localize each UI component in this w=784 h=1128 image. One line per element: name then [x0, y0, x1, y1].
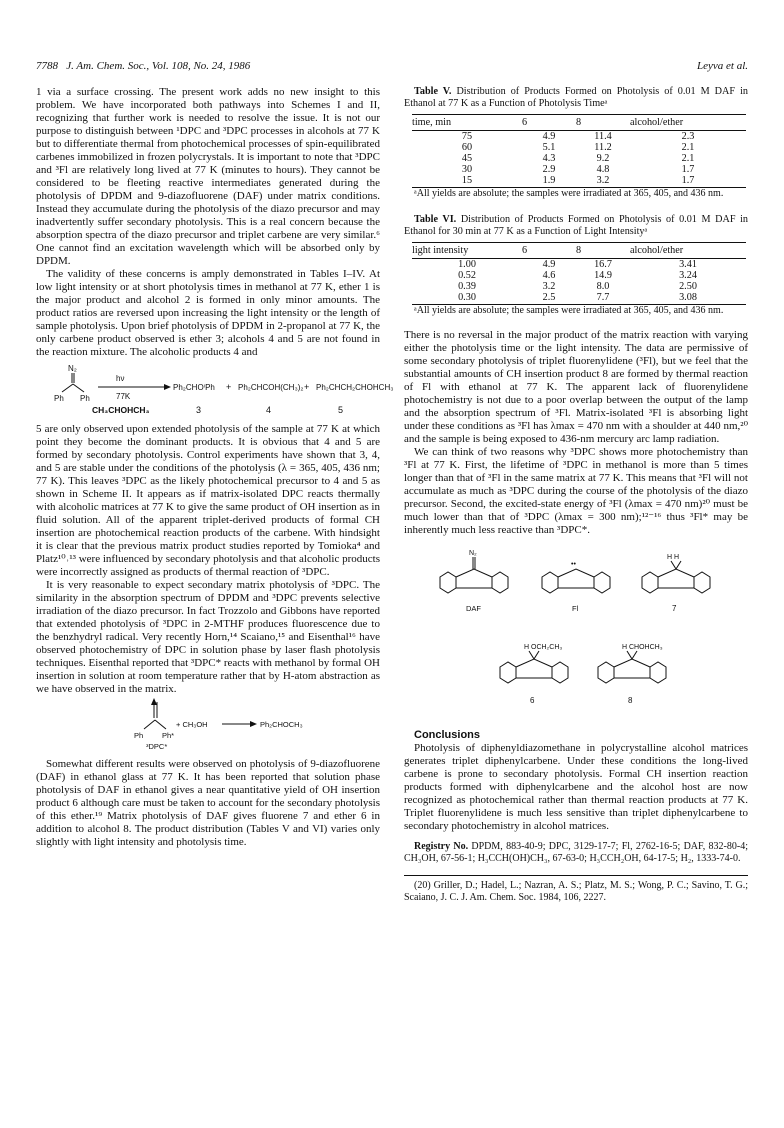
table-cell: 2.5: [522, 292, 576, 305]
compound-label-3: 3: [196, 405, 202, 415]
footnote-divider: [404, 875, 748, 876]
table-cell: 0.39: [458, 281, 476, 292]
running-header-authors: Leyva et al.: [696, 60, 748, 72]
plus-sign: +: [226, 382, 232, 392]
h-substituents: H H: [667, 554, 680, 561]
table-row: [412, 259, 746, 271]
table-cell: 60: [461, 142, 473, 153]
hv-label: hν: [116, 374, 125, 383]
table-cell: 11.2: [594, 142, 612, 153]
column-header: 6: [522, 243, 576, 259]
table-caption: [404, 86, 748, 110]
column-header: light intensity: [412, 243, 522, 259]
product-5: Ph₂CHCH₂CHOHCH₃: [316, 383, 394, 392]
table-cell: 1.7: [681, 164, 695, 175]
registry-label: Registry No.: [414, 841, 469, 852]
table-row: [412, 175, 746, 188]
product-3: Ph₂CHOⁱPh: [173, 383, 215, 392]
column-header: 6: [522, 115, 576, 131]
column-header: 8: [576, 243, 630, 259]
table-cell: 2.3: [681, 131, 695, 142]
ph-label: Ph: [134, 731, 144, 740]
table-v: [404, 86, 748, 200]
carbene-dots: ••: [571, 561, 576, 568]
ph-label: Ph: [80, 394, 90, 403]
right-column: [404, 86, 748, 904]
table-row: [412, 142, 746, 153]
table-cell: 1.9: [522, 175, 576, 188]
ph-label: Ph: [54, 394, 64, 403]
reaction-scheme-dpdm: [36, 359, 394, 419]
reference-20: (20) Griller, D.; Hadel, L.; Nazran, A. S.; Platz, M. S.; Wong, P. C.; Savino, T. G.; Scaiano, J. C. J. Am. Chem. Soc. 1984, 106, 2227.: [404, 880, 748, 903]
table-cell: 8.0: [596, 281, 610, 292]
table-cell: 3.2: [542, 281, 556, 292]
table-cell: 3.41: [679, 259, 697, 270]
table-row: [412, 270, 746, 281]
column-header: 8: [576, 115, 630, 131]
table-row: [412, 281, 746, 292]
table-cell: 4.9: [542, 259, 556, 270]
compound-label-4: 4: [266, 405, 272, 415]
compound-label-7: 7: [672, 604, 677, 613]
n2-label: N₂: [469, 550, 477, 557]
table-cell: 5.1: [542, 142, 556, 153]
product-4: Ph₂CHCOH(CH₃)₂: [238, 383, 304, 392]
excited-dpc-label: ³DPC*: [146, 742, 168, 751]
table-cell: 4.9: [542, 131, 556, 142]
table-cell: 9.2: [596, 153, 610, 164]
table-cell: 3.08: [630, 292, 746, 305]
table-cell: 0.30: [412, 292, 522, 305]
table-cell: 14.9: [594, 270, 612, 281]
table-cell: 75: [461, 131, 473, 142]
table-vi: [404, 214, 748, 317]
table-cell: 3.24: [679, 270, 697, 281]
ph-label: Ph*: [162, 731, 175, 740]
table-row: [412, 164, 746, 175]
table-footnote: ᵃAll yields are absolute; the samples were irradiated at 365, 405, and 436 nm.: [414, 305, 724, 316]
table-cell: 2.9: [542, 164, 556, 175]
registry-text: DPDM, 883-40-9; DPC, 3129-17-7; Fl, 2762-16-5; DAF, 832-80-4; CH₃OH, 67-56-1; H₃CCH(OH)CH₃, 67-63-0; H₃CCH₂OH, 64-17-5; H₂, 1333-74-0.: [404, 841, 748, 864]
ether-6-structure: [500, 644, 568, 683]
table-cell: 4.8: [596, 164, 610, 175]
ethoxy-substituent: H OCH₂CH₃: [524, 644, 563, 651]
compound-label-8: 8: [628, 696, 633, 705]
table-cell: 16.7: [594, 259, 612, 270]
fluorenylidene-structure: [542, 561, 610, 593]
table-cell: 15: [412, 175, 522, 188]
table-cell: 11.4: [594, 131, 612, 142]
conclusions-paragraph: Photolysis of diphenyldiazomethane in polycrystalline alcohol matrices generates triplet diphenylcarbene. Under these conditions the long-lived carbene is prone to secondary photolysis. Formal CH insertion reaction products formed with diphenylcarbene and the alcohol host are now recognized as photochemical rather than thermal reaction products at 77 K. Triplet fluorenylidene is much less sensitive than triplet diphenylcarbene to secondary photochemistry in alcohol matrices.: [404, 742, 748, 832]
paragraph: 1 via a surface crossing. The present work adds no new insight to this problem. We have incorporated both pathways into Schemes I and II, recognizing that further work is needed to resolve the issue. It is not our purpose to distinguish between ¹DPC and ³DPC processes in alcohols at 77 K but to differentiate thermal from photochemical processes of spin-equilibrated carbenes immobilized in frozen polycrystals. It is important to note that ³DPC and ³Fl are relatively long lived at 77 K (minutes to hours). They cannot be considered to be fleeting reactive intermediates generated during the photolysis of DPDM and 9-diazofluorene (DAF) under matrix conditions. Instead they accumulate during the photolysis of the diazo precursor and may inadvertently suffer secondary photolysis. This is a real concern because the absorption spectra of the diazo precursor and triplet carbene are very similar.⁶ One cannot find an excitation wavelength which will be absorbed only by DPDM.: [36, 86, 380, 267]
table-cell: 4.6: [542, 270, 556, 281]
left-column: [36, 86, 394, 849]
paragraph: Somewhat different results were observed on photolysis of 9-diazofluorene (DAF) in ethanol glass at 77 K. It has been reported that solution phase photolysis of DAF in ethanol gives a near quantitative yield of OH insertion product 6 although care must be taken to account for the secondary photolysis of this ether.¹⁹ Matrix photolysis of DAF gives fluorene 7 and ether 6 in addition to alcohol 8. The product distribution (Tables V and VI) varies only slightly with light intensity and photolysis time.: [36, 758, 380, 848]
data-table: [412, 114, 746, 188]
alcohol-8-structure: [598, 644, 666, 683]
table-caption-text: Distribution of Products Formed on Photolysis of 0.01 M DAF in Ethanol at 77 K as a Function of Photolysis Timeᵃ: [404, 86, 749, 109]
table-cell: 0.52: [458, 270, 476, 281]
table-cell: 2.1: [681, 142, 695, 153]
table-label: Table VI.: [414, 214, 457, 225]
table-cell: 3.2: [576, 175, 630, 188]
fl-label: Fl: [572, 604, 579, 613]
table-caption: [404, 214, 748, 238]
methyl-ether-product: Ph₂CHOCH₃: [260, 720, 303, 729]
paragraph: There is no reversal in the major product of the matrix reaction with varying either the photolysis time or the light intensity. The data are permissive of some secondary photolysis of triplet fluorenylidene (³Fl), but we feel that the substantial amounts of CH insertion product 8 are formed by thermal reaction of Fl with ethanol at 77 K. The apparent lack of fluorenylidene photochemistry is not due to a poor overlap between the output of the lamp and the absorption spectrum of ³Fl. Matrix-isolated ³Fl is absorbing light under these conditions as ³Fl has λmax = 470 nm with a shoulder at 440 nm,²⁰ and the sample is being exposed to 436-nm mercury arc lamp radiation.: [404, 329, 748, 445]
fluorene-structures-figure: [404, 537, 748, 725]
compound-label-5: 5: [338, 405, 344, 415]
reaction-scheme-dpc-methanol: [36, 696, 380, 754]
table-cell: 45: [461, 153, 473, 164]
paragraph: 5 are only observed upon extended photolysis of the sample at 77 K at which point they become the dominant products. It is obvious that 4 and 5 are formed by secondary photolysis. Control experiments have shown that 3, 4, and 5 are stable under the conditions of the photolysis (λ = 365, 405, 436 nm; 77 K). This leaves ³DPC as the likely photochemical precursor to 4 and 5 as shown in Scheme II. It appears as if matrix-isolated DPC reacts thermally with alcoholic matrices at 77 K to give the same product of OH insertion as in fluid solution. All of the apparent triplet-derived products of formal CH insertion are photochemical reaction products of the carbene. With hindsight it is clear that the previous matrix product studies reported by Tomioka⁴ and Platz¹⁰˒¹³ were influenced by secondary photolysis and that alcoholic products were incorrectly assigned as products of thermal reaction of ³DPC.: [36, 423, 380, 578]
table-caption-text: Distribution of Products Formed on Photolysis of 0.01 M DAF in Ethanol for 30 min at 77 K as a Function of Light Intensityᵃ: [404, 214, 748, 237]
running-header-left: [36, 60, 250, 72]
fluorene-7-structure: [642, 554, 710, 593]
compound-label-6: 6: [530, 696, 535, 705]
table-row: [412, 153, 746, 164]
table-cell: 1.7: [630, 175, 746, 188]
daf-structure: [440, 550, 508, 593]
column-header: time, min: [412, 115, 522, 131]
methanol-reagent: + CH₃OH: [176, 720, 208, 729]
table-cell: 2.50: [679, 281, 697, 292]
journal-citation: J. Am. Chem. Soc., Vol. 108, No. 24, 1986: [66, 60, 251, 72]
table-label: Table V.: [414, 86, 452, 97]
section-heading-conclusions: Conclusions: [414, 729, 481, 741]
table-footnote: ᵃAll yields are absolute; the samples were irradiated at 365, 405, and 436 nm.: [414, 188, 724, 199]
paragraph: It is very reasonable to expect secondary matrix photolysis of ³DPC. The similarity in the absorption spectrum of DPDM and ³DPC prevents selective irradiation of the diazo precursor. In fact Trozzolo and Gibbons have reported that extended photolysis of ³DPC in 2-MTHF produces fluorescence due to the benzhydryl radical. Very recently Horn,¹⁴ Scaiano,¹⁵ and Eisenthal¹⁶ have observed photochemistry of DPC in solution phase by laser flash photolysis techniques. Eisenthal reported that ³DPC* reacts with methanol by formal OH insertion in solution at room temperature rather that by H-atom abstraction as we have observed in the matrix.: [36, 579, 380, 695]
plus-sign: +: [304, 382, 310, 392]
paragraph: The validity of these concerns is amply demonstrated in Tables I–IV. At low light intensity or at short photolysis times in methanol at 77 K, ether 1 is the major product and alcohol 2 is formed in only minor amounts. The product ratios are reversed upon increasing the light intensity or the length of sample photolysis. Upon brief photolysis of DPDM in 2-propanol at 77 K, the only carbene product observed is ether 3; alcohols 4 and 5 are not found in the reaction mixture. The alcoholic products 4 and: [36, 268, 380, 358]
table-cell: 1.00: [458, 259, 476, 270]
hydroxyethyl-substituent: H CHOHCH₃: [622, 644, 663, 651]
table-row: [412, 292, 746, 305]
column-header: alcohol/ether: [630, 115, 746, 131]
table-cell: 30: [461, 164, 473, 175]
n2-label: N₂: [68, 364, 77, 373]
table-row: [412, 131, 746, 143]
table-cell: 7.7: [576, 292, 630, 305]
page-number: 7788: [36, 60, 58, 72]
daf-label: DAF: [466, 604, 481, 613]
temperature-label: 77K: [116, 392, 131, 401]
paragraph: We can think of two reasons why ³DPC shows more photochemistry than ³Fl at 77 K. First, the lifetime of ³DPC in methanol is more than 5 times longer than that of ³Fl in the same matrix at 77 K. This means that ³Fl will not accumulate as much as ³DPC during the course of the photolysis of the diazo precursor. Second, the excited-state energy of ³Fl (λmax = 470 nm)²⁰ must be much lower than that of ³DPC (λmax = 300 nm);¹²⁻¹⁶ thus ³Fl* may be inherently much less reactive than ³DPC*.: [404, 446, 748, 536]
column-header: alcohol/ether: [630, 243, 746, 259]
registry-numbers: [404, 841, 748, 865]
up-arrow-icon: [151, 698, 157, 705]
table-cell: 4.3: [542, 153, 556, 164]
table-cell: 2.1: [681, 153, 695, 164]
data-table: [412, 242, 746, 305]
solvent-label: CH₃CHOHCH₃: [92, 405, 150, 415]
